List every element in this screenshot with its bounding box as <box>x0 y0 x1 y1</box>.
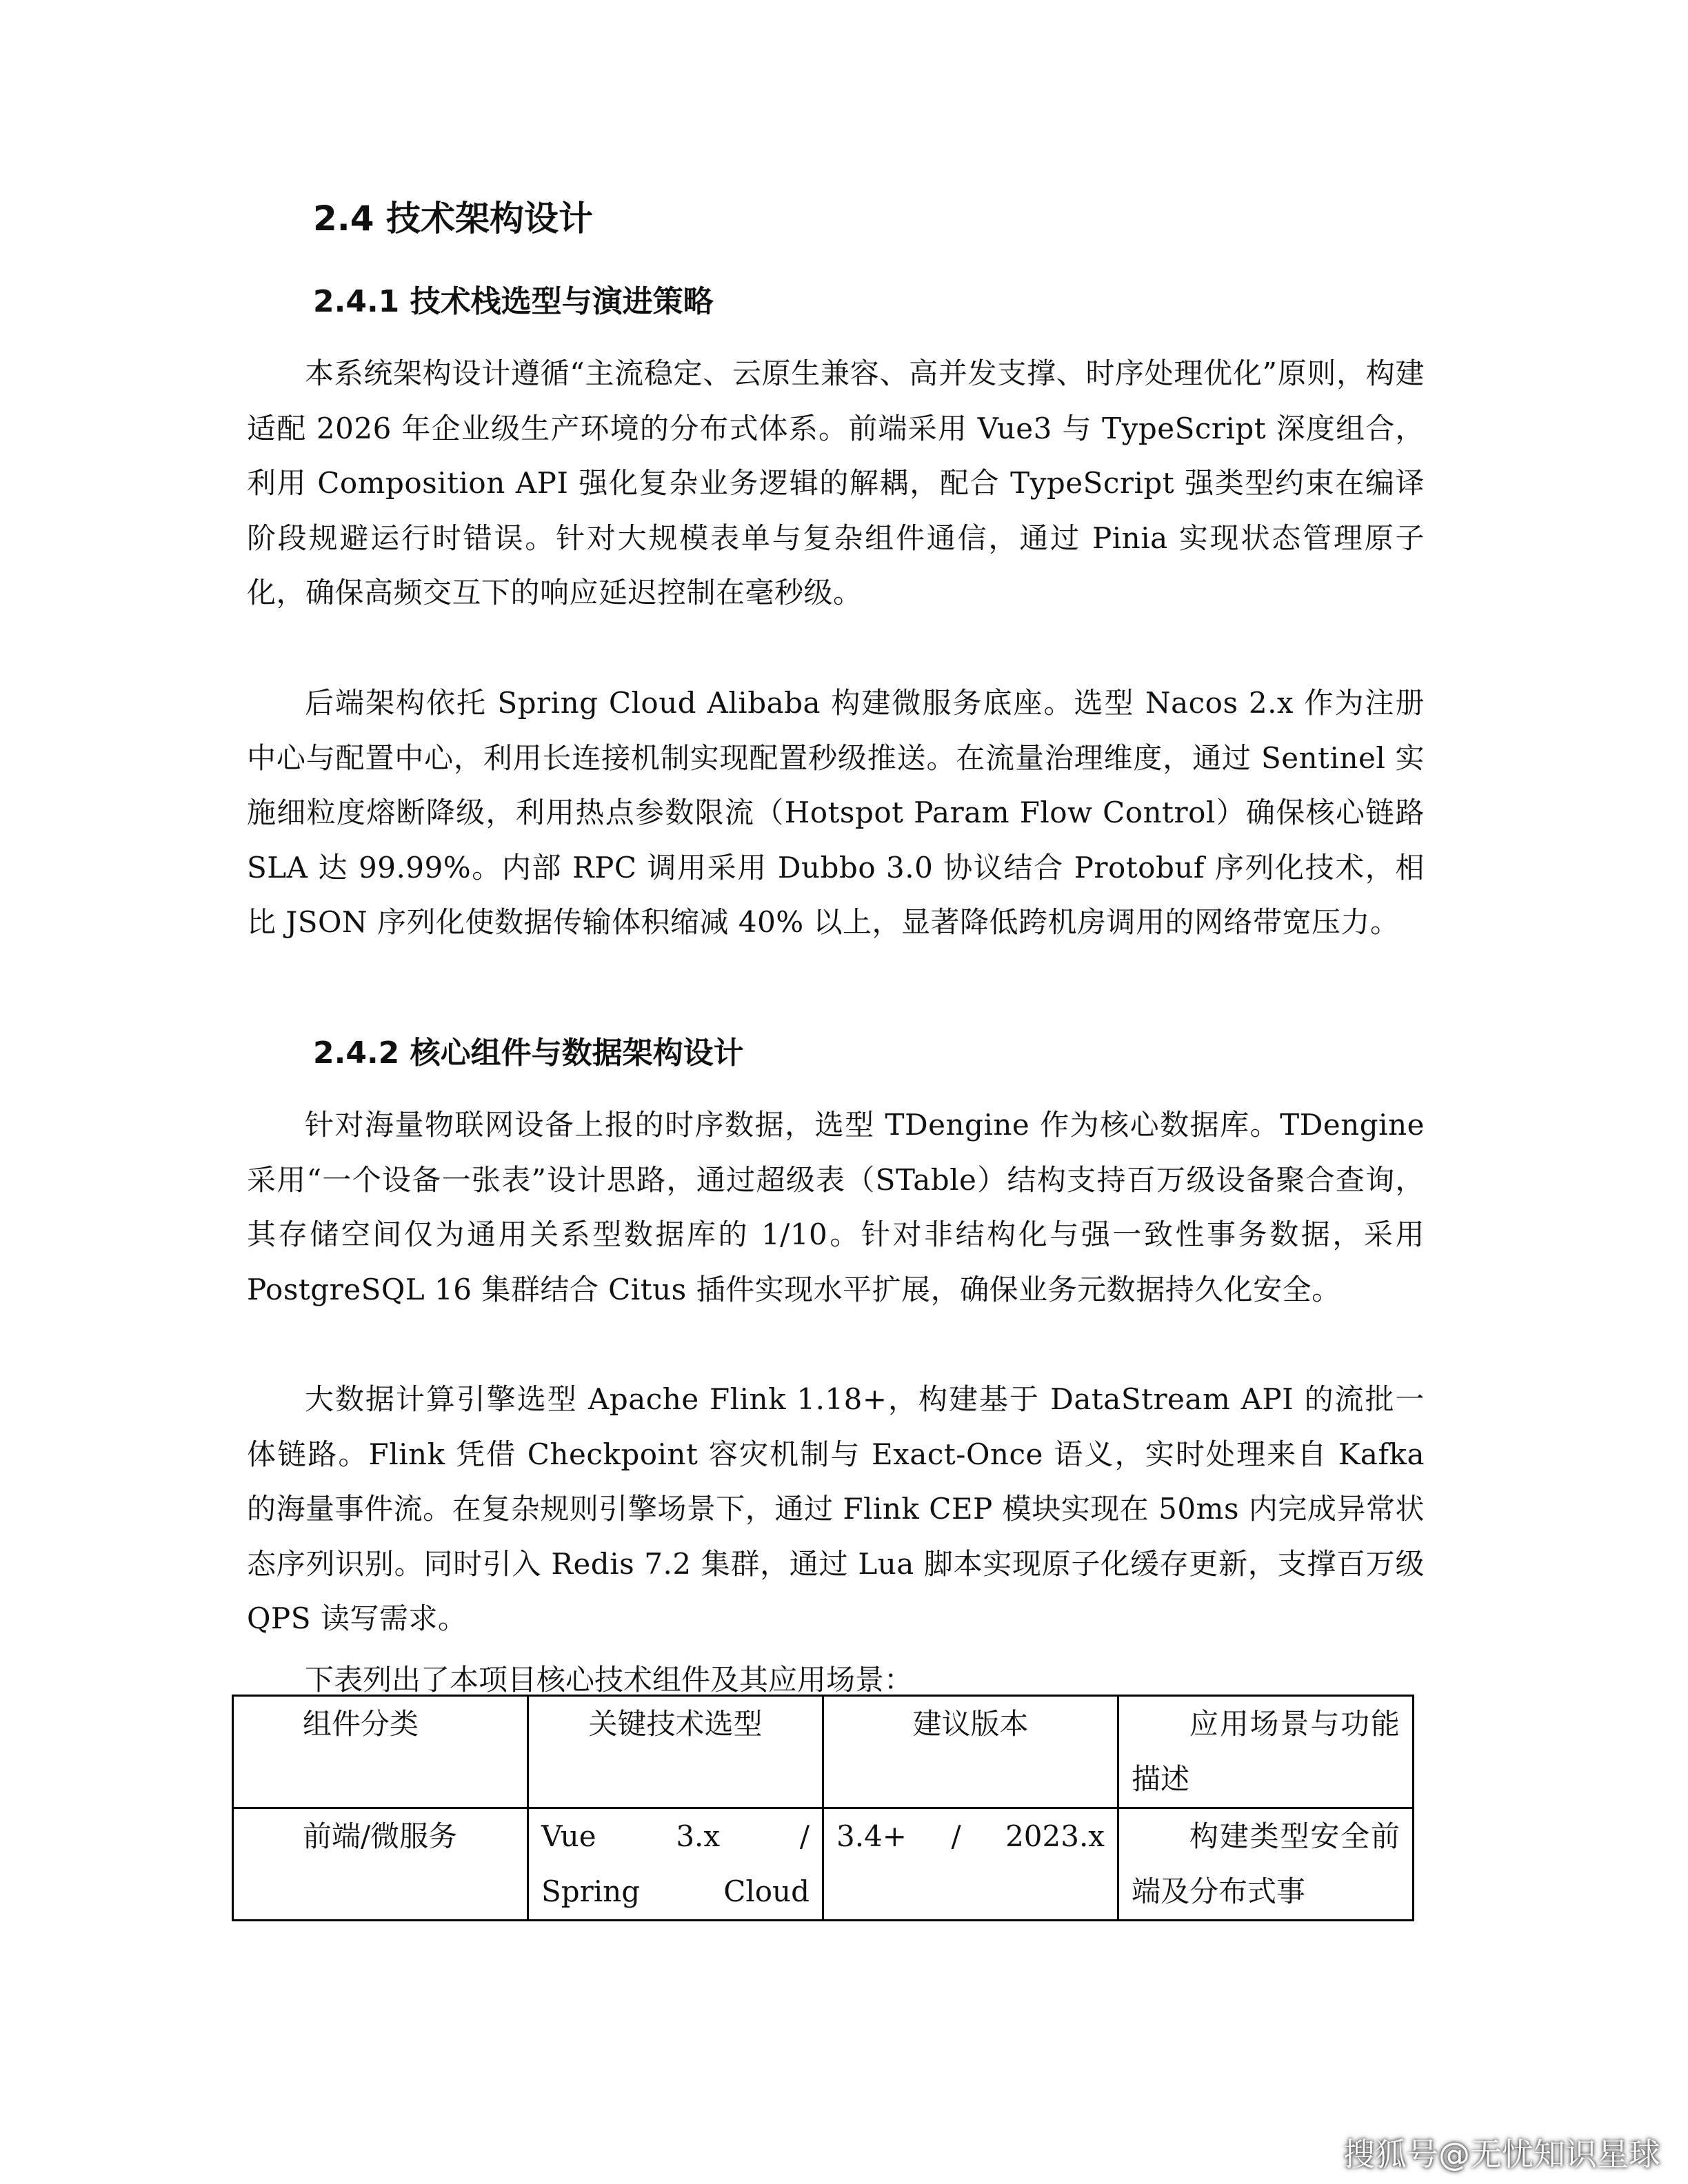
table-header-cell: 应用场景与功能描述 <box>1118 1696 1414 1808</box>
section-heading-2-4: 2.4 技术架构设计 <box>313 199 593 239</box>
table-cell: 构建类型安全前端及分布式事 <box>1118 1808 1414 1921</box>
table-intro: 下表列出了本项目核心技术组件及其应用场景： <box>305 1663 914 1697</box>
table-header-row <box>233 1696 1414 1808</box>
table-header-cell: 组件分类 <box>233 1696 528 1808</box>
paragraph-frontend-stack: 本系统架构设计遵循“主流稳定、云原生兼容、高并发支撑、时序处理优化”原则，构建适配 2026 年企业级生产环境的分布式体系。前端采用 Vue3 与 TypeScript 深度组合，利用 Composition API 强化复杂业务逻辑的解耦，配合 TypeScript 强类型约束在编译阶段规避运行时错误。针对大规模表单与复杂组件通信，通过 Pinia 实现状态管理原子化，确保高频交互下的响应延迟控制在毫秒级。 <box>247 356 1425 609</box>
table-row <box>233 1808 1414 1921</box>
paragraph-data-storage: 针对海量物联网设备上报的时序数据，选型 TDengine 作为核心数据库。TDengine 采用“一个设备一张表”设计思路，通过超级表（STable）结构支持百万级设备聚合查询，其存储空间仅为通用关系型数据库的 1/10。针对非结构化与强一致性事务数据，采用 PostgreSQL 16 集群结合 Citus 插件实现水平扩展，确保业务元数据持久化安全。 <box>247 1108 1425 1306</box>
component-table <box>232 1695 1414 1921</box>
section-heading-2-4-2: 2.4.2 核心组件与数据架构设计 <box>313 1035 744 1071</box>
table-cell: Vue 3.x / Spring Cloud <box>528 1808 823 1921</box>
source-watermark: 搜狐号@无忧知识星球 <box>1343 2136 1660 2173</box>
table-header-cell: 建议版本 <box>823 1696 1118 1808</box>
section-heading-2-4-1: 2.4.1 技术栈选型与演进策略 <box>313 284 714 319</box>
paragraph-backend-stack: 后端架构依托 Spring Cloud Alibaba 构建微服务底座。选型 Nacos 2.x 作为注册中心与配置中心，利用长连接机制实现配置秒级推送。在流量治理维度，通过 Sentinel 实施细粒度熔断降级，利用热点参数限流（Hotspot Param Flow Control）确保核心链路 SLA 达 99.99%。内部 RPC 调用采用 Dubbo 3.0 协议结合 Protobuf 序列化技术，相比 JSON 序列化使数据传输体积缩减 40% 以上，显著降低跨机房调用的网络带宽压力。 <box>247 686 1425 939</box>
paragraph-stream-compute: 大数据计算引擎选型 Apache Flink 1.18+，构建基于 DataStream API 的流批一体链路。Flink 凭借 Checkpoint 容灾机制与 Exact-Once 语义，实时处理来自 Kafka 的海量事件流。在复杂规则引擎场景下，通过 Flink CEP 模块实现在 50ms 内完成异常状态序列识别。同时引入 Redis 7.2 集群，通过 Lua 脚本实现原子化缓存更新，支撑百万级 QPS 读写需求。 <box>247 1382 1425 1635</box>
table-cell: 前端/微服务 <box>233 1808 528 1921</box>
table-cell: 3.4+ / 2023.x <box>823 1808 1118 1921</box>
table-header-cell: 关键技术选型 <box>528 1696 823 1808</box>
